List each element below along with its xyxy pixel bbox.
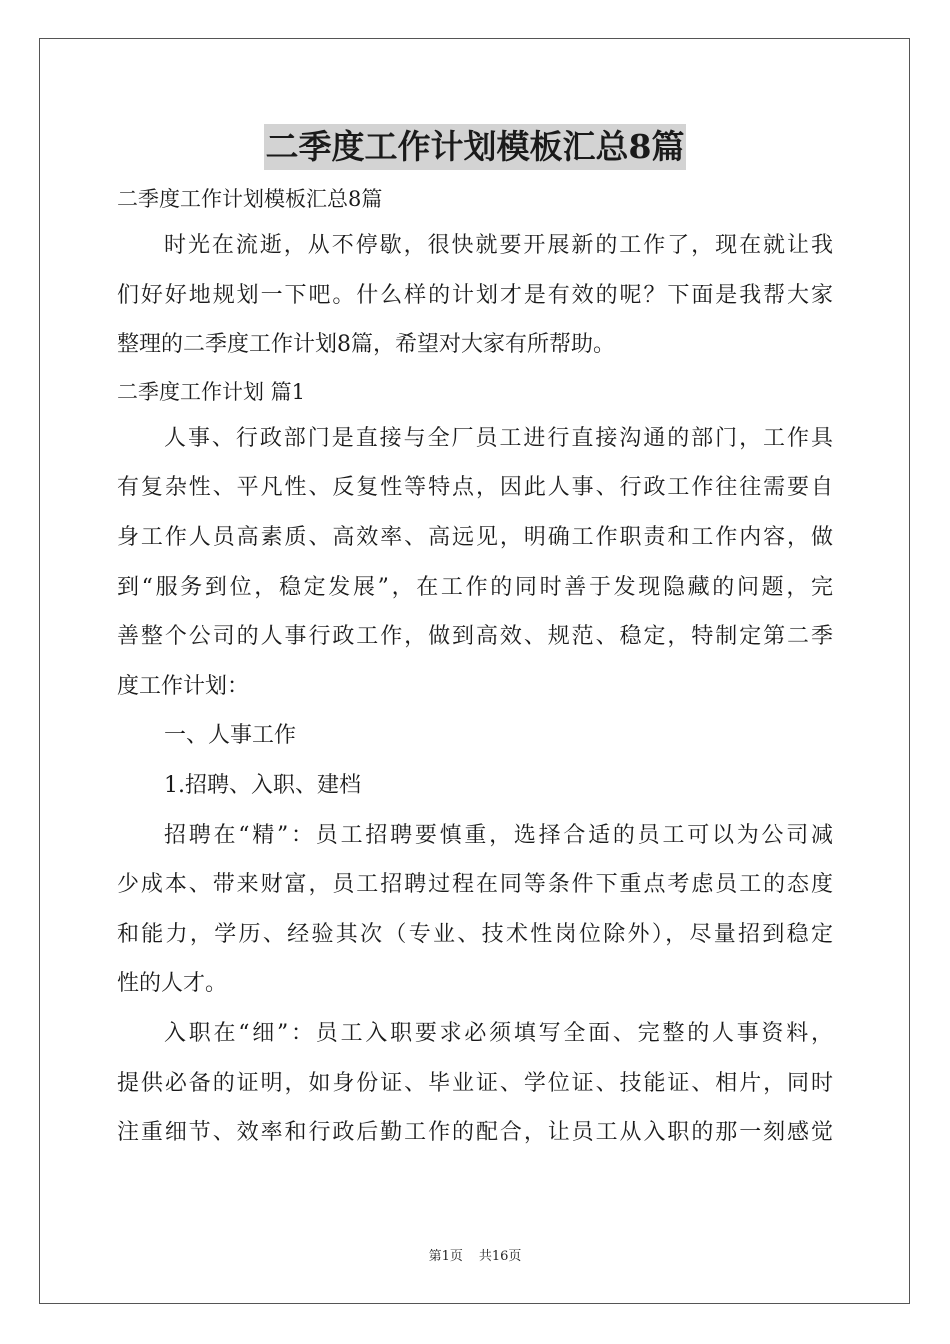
paragraph-line: 到“服务到位，稳定发展”，在工作的同时善于发现隐藏的问题，完 — [117, 574, 833, 600]
page-number: 第1页 — [428, 1249, 463, 1264]
paragraph-line: 招聘在“精”：员工招聘要慎重，选择合适的员工可以为公司减 — [164, 822, 833, 848]
subheading: 1.招聘、入职、建档 — [164, 772, 361, 798]
page-footer — [0, 1245, 950, 1264]
intro-line: 时光在流逝，从不停歇，很快就要开展新的工作了，现在就让我 — [164, 233, 833, 258]
paragraph-line: 身工作人员高素质、高效率、高远见，明确工作职责和工作内容，做 — [117, 524, 833, 550]
title-container — [0, 124, 950, 170]
paragraph-line: 入职在“细”：员工入职要求必须填写全面、完整的人事资料， — [164, 1020, 833, 1046]
intro-line: 们好好地规划一下吧。什么样的计划才是有效的呢？下面是我帮大家 — [117, 282, 833, 308]
paragraph-line: 少成本、带来财富，员工招聘过程在同等条件下重点考虑员工的态度 — [117, 872, 833, 898]
document-body — [117, 177, 833, 1158]
paragraph-line: 提供必备的证明，如身份证、毕业证、学位证、技能证、相片，同时 — [117, 1070, 833, 1096]
paragraph-line: 人事、行政部门是直接与全厂员工进行直接沟通的部门，工作具 — [164, 425, 833, 451]
paragraph-line: 有复杂性、平凡性、反复性等特点，因此人事、行政工作往往需要自 — [117, 475, 833, 501]
intro-line: 整理的二季度工作计划8篇，希望对大家有所帮助。 — [117, 332, 615, 358]
paragraph-line: 善整个公司的人事行政工作，做到高效、规范、稳定，特制定第二季 — [117, 624, 833, 650]
paragraph-line: 和能力，学历、经验其次（专业、技术性岗位除外），尽量招到稳定 — [117, 921, 833, 947]
document-title: 二季度工作计划模板汇总8篇 — [264, 124, 687, 170]
paragraph-line: 注重细节、效率和行政后勤工作的配合，让员工从入职的那一刻感觉 — [117, 1120, 833, 1146]
total-pages: 共16页 — [478, 1249, 522, 1264]
document-subtitle: 二季度工作计划模板汇总8篇 — [117, 187, 383, 211]
paragraph-line: 性的人才。 — [117, 971, 228, 997]
section-heading: 二季度工作计划 篇1 — [117, 379, 306, 404]
paragraph-line: 度工作计划： — [117, 673, 250, 699]
subheading: 一、人事工作 — [164, 723, 297, 749]
